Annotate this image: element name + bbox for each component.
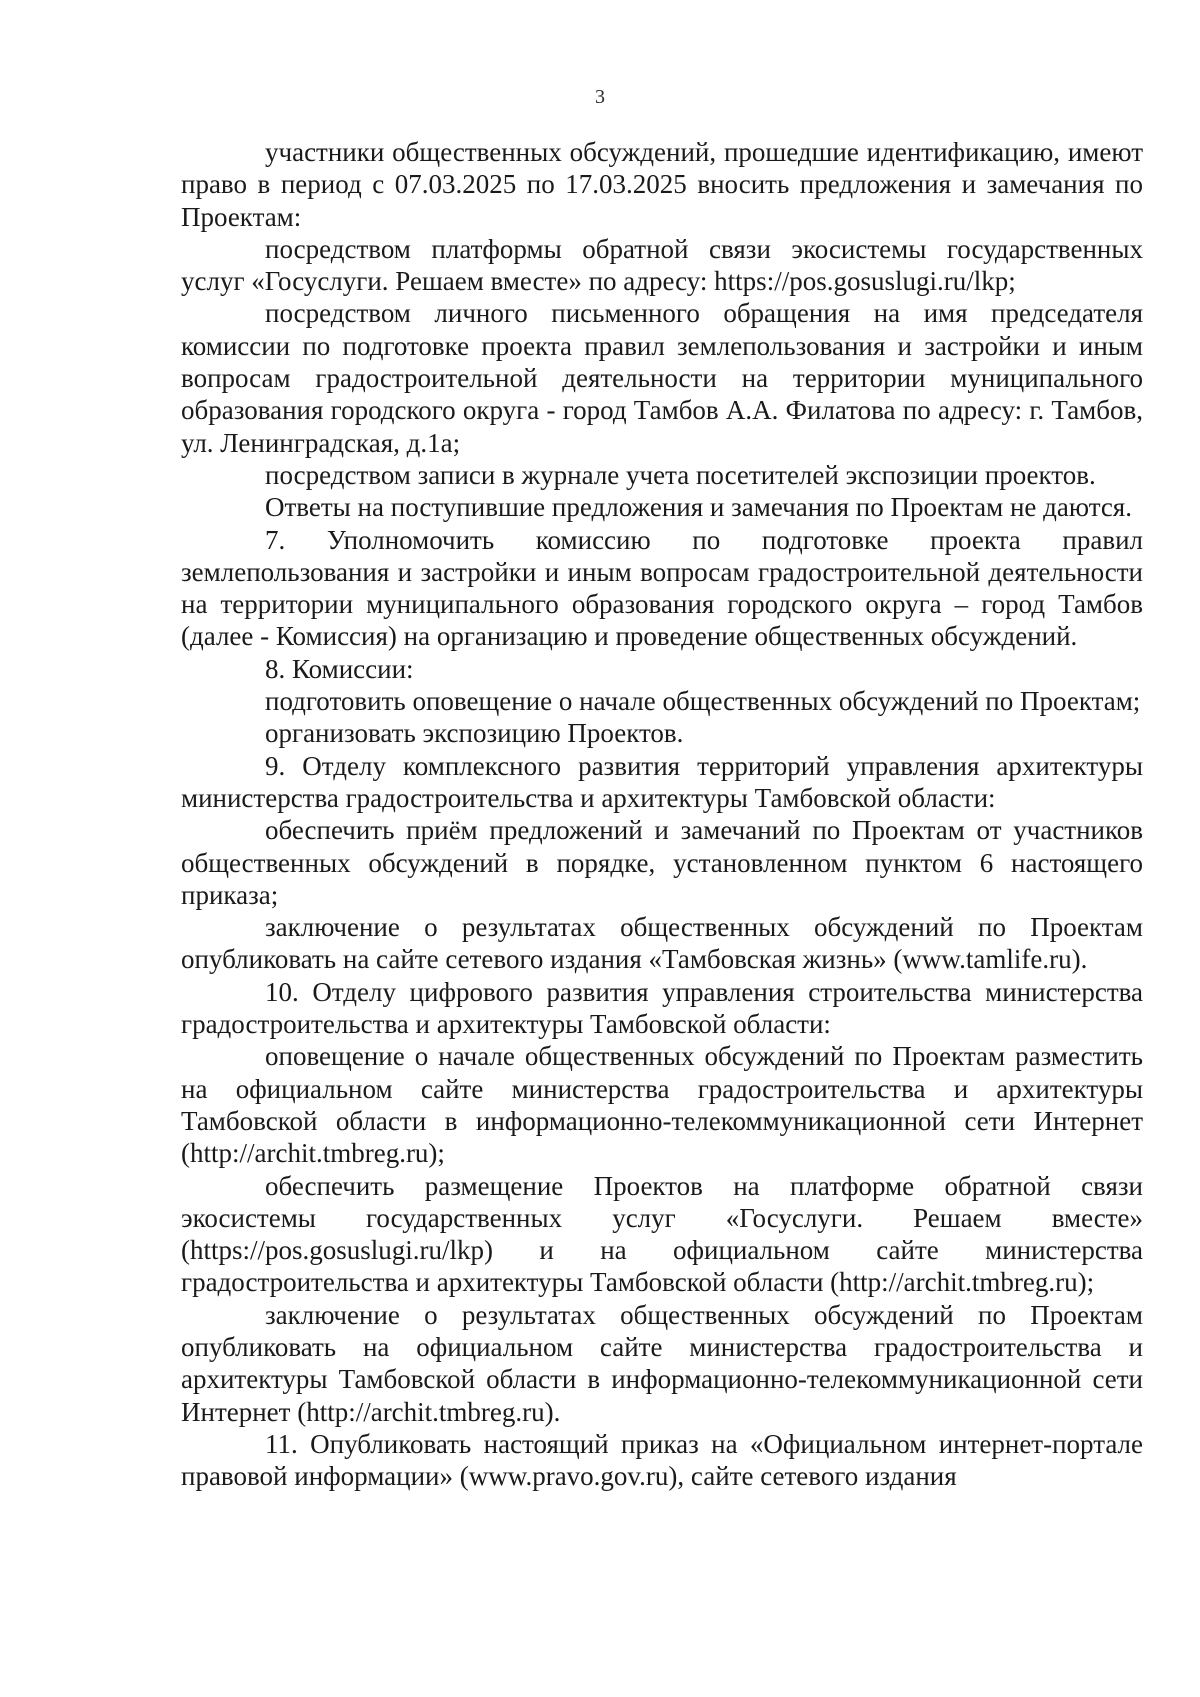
paragraph-ensure-reception: обеспечить приём предложений и замечаний по Проектам от участников общественных обсуждений в порядке, установленном пунктом 6 настоящего приказа;: [181, 815, 1143, 910]
paragraph-prepare-notice: подготовить оповещение о начале общественных обсуждений по Проектам;: [265, 686, 1141, 717]
paragraph-publish-conclusion-tamlife: заключение о результатах общественных обсуждений по Проектам опубликовать на сайте сетевого издания «Тамбовская жизнь» (www.tamlife.ru).: [181, 912, 1143, 975]
paragraph-visitor-journal: посредством записи в журнале учета посетителей экспозиции проектов.: [265, 459, 1096, 490]
paragraph-item-9: 9. Отделу комплексного развития территорий управления архитектуры министерства градостроительства и архитектуры Тамбовской области:: [181, 750, 1143, 813]
paragraph-written-appeal: посредством личного письменного обращения на имя председателя комиссии по подготовке проекта правил землепользования и застройки и иным вопросам градостроительной деятельности на территории муниципального образования городского округа - город Тамбов А.А. Филатова по адресу: г. Тамбов, ул. Ленинградская, д.1а;: [181, 298, 1143, 458]
paragraph-item-11: 11. Опубликовать настоящий приказ на «Официальном интернет-портале правовой информации» (www.pravo.gov.ru), сайте сетевого издания: [181, 1428, 1143, 1492]
paragraph-item-10: 10. Отделу цифрового развития управления строительства министерства градостроительства и архитектуры Тамбовской области:: [181, 976, 1143, 1040]
paragraph-post-notice: оповещение о начале общественных обсуждений по Проектам разместить на официальном сайте министерства градостроительства и архитектуры Тамбовской области в информационно-телекоммуникационной сети Интернет (http://archit.tmbreg.ru);: [181, 1041, 1143, 1169]
paragraph-publish-conclusion-archit: заключение о результатах общественных обсуждений по Проектам опубликовать на официальном сайте министерства градостроительства и архитектуры Тамбовской области в информационно-телекоммуникационной сети Интернет (http://archit.tmbreg.ru).: [181, 1299, 1143, 1427]
paragraph-item-7: 7. Уполномочить комиссию по подготовке проекта правил землепользования и застройки и иным вопросам градостроительной деятельности на территории муниципального образования городского округа – город Тамбов (далее - Комиссия) на организацию и проведение общественных обсуждений.: [181, 524, 1143, 652]
paragraph-ensure-placement: обеспечить размещение Проектов на платформе обратной связи экосистемы государственных услуг «Госуслуги. Решаем вместе» (https://pos.gosuslugi.ru/lkp) и на официальном сайте министерства градостроительства и архитектуры Тамбовской области (http://archit.tmbreg.ru);: [181, 1170, 1143, 1298]
paragraph-item-8: 8. Комиссии:: [265, 653, 414, 684]
paragraph-no-answers: Ответы на поступившие предложения и замечания по Проектам не даются.: [265, 492, 1132, 523]
paragraph-organize-exposition: организовать экспозицию Проектов.: [265, 718, 684, 749]
paragraph-feedback-platform: посредством платформы обратной связи экосистемы государственных услуг «Госуслуги. Решаем вместе» по адресу: https://pos.gosuslugi.ru/lkp;: [181, 233, 1143, 297]
paragraph-participants-rights: участники общественных обсуждений, прошедшие идентификацию, имеют право в период с 07.03.2025 по 17.03.2025 вносить предложения и замечания по Проектам:: [181, 137, 1143, 232]
document-body: [181, 136, 1143, 1492]
page-number: 3: [595, 86, 605, 108]
